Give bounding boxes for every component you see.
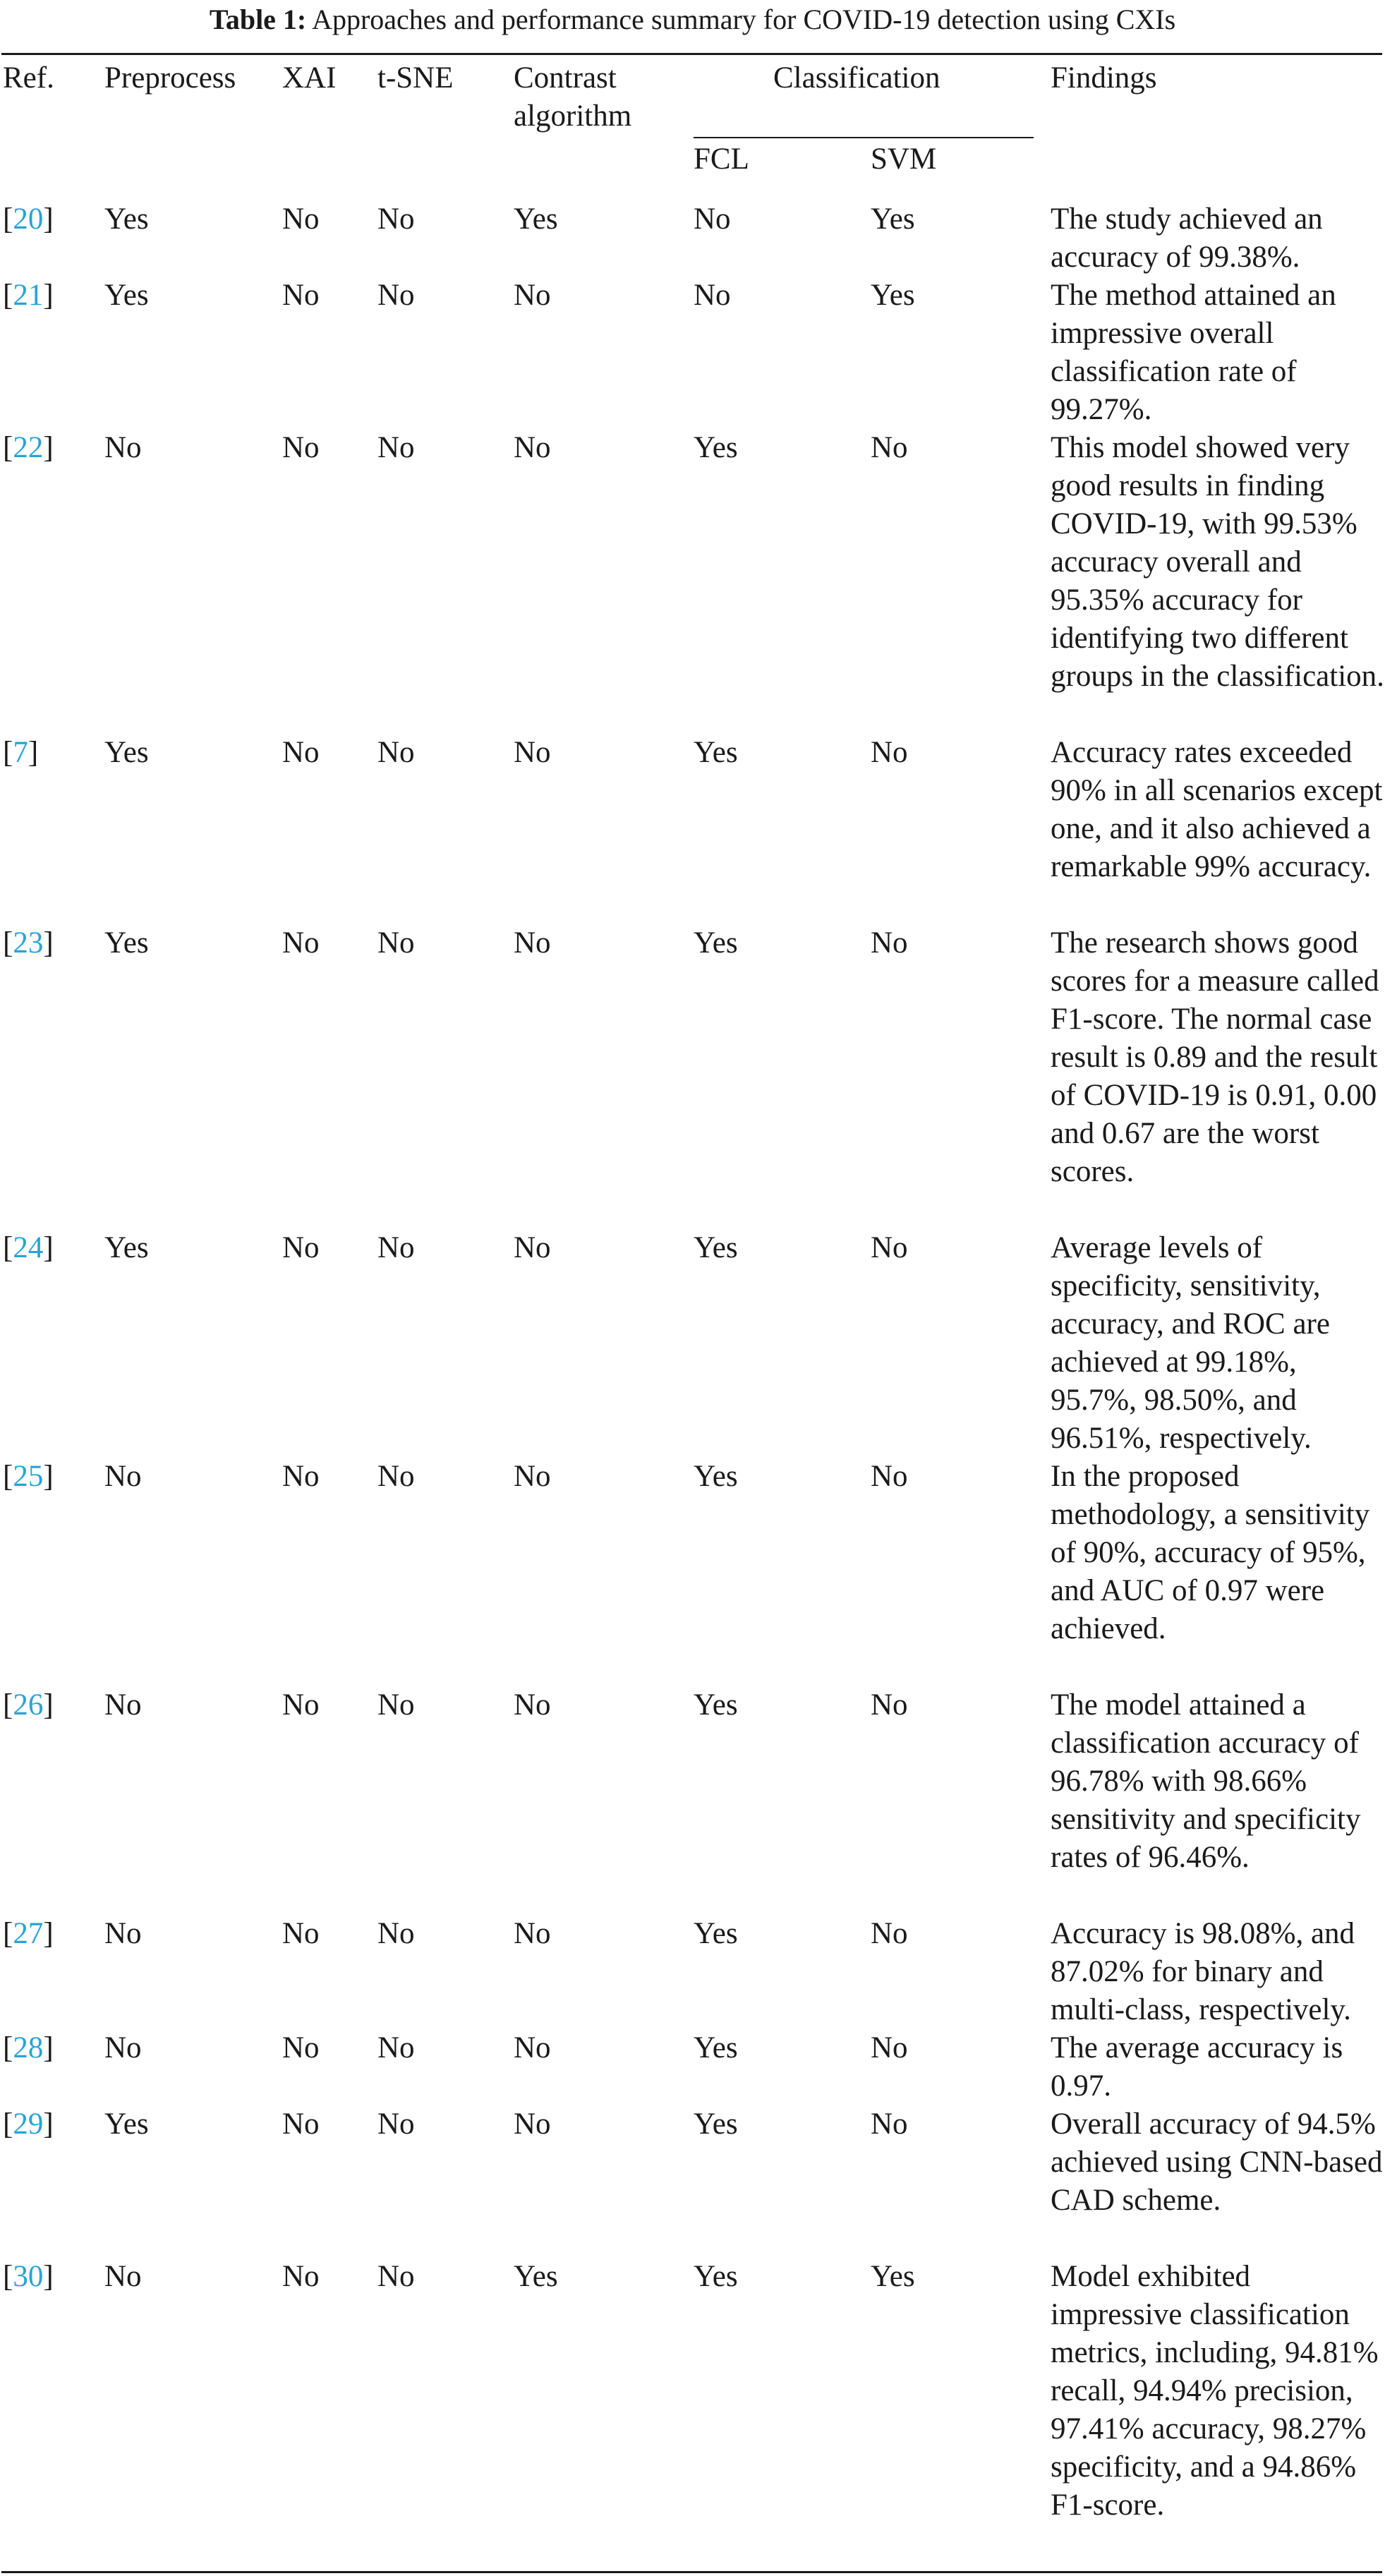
cell-contrast-algorithm: No [514, 2031, 551, 2064]
cell-contrast-algorithm: No [514, 279, 551, 312]
cell-findings: Model exhibited impressive classification metrics, including, 94.81% recall, 94.94% precision, 97.41% accuracy, 98.27% specificity, and a 94.86% F1-score. [1051, 2260, 1379, 2522]
cell-ref [3, 429, 54, 467]
cell-ref [3, 200, 54, 238]
ref-open-bracket: [ [3, 1688, 13, 1722]
citation-link[interactable]: 24 [13, 1231, 44, 1264]
cell-preprocess: No [104, 2260, 142, 2293]
cell-xai: No [282, 2260, 320, 2293]
ref-close-bracket: ] [43, 1688, 54, 1722]
cell-xai: No [282, 431, 320, 464]
cell-tsne: No [377, 1460, 415, 1493]
cell-contrast-algorithm: No [514, 926, 551, 960]
ref-open-bracket: [ [3, 279, 13, 312]
cell-preprocess: Yes [104, 1231, 149, 1264]
ref-open-bracket: [ [3, 1231, 13, 1264]
cell-xai: No [282, 1231, 320, 1264]
header-svm: SVM [871, 143, 937, 176]
cell-svm: No [871, 2031, 908, 2064]
cell-preprocess: No [104, 431, 142, 464]
cell-xai: No [282, 926, 320, 960]
citation-link[interactable]: 26 [13, 1688, 44, 1722]
ref-open-bracket: [ [3, 1460, 13, 1493]
cell-svm: No [871, 1231, 908, 1264]
cell-tsne: No [377, 926, 415, 960]
cell-svm: Yes [871, 202, 915, 236]
cell-findings: Overall accuracy of 94.5% achieved using CNN-based CAD scheme. [1051, 2108, 1383, 2217]
ref-close-bracket: ] [43, 2108, 54, 2141]
cell-contrast-algorithm: No [514, 1917, 551, 1950]
cell-contrast-algorithm: No [514, 736, 551, 769]
table-caption [0, 0, 1385, 37]
cell-findings: The average accuracy is 0.97. [1051, 2031, 1343, 2103]
cell-preprocess: Yes [104, 926, 149, 960]
ref-open-bracket: [ [3, 2031, 13, 2064]
header-classification: Classification [773, 61, 941, 95]
cell-findings: Average levels of specificity, sensitivity, accuracy, and ROC are achieved at 99.18%, 95.7%, 98.50%, and 96.51%, respectively. [1051, 1231, 1330, 1455]
cell-fcl: Yes [694, 2108, 738, 2141]
ref-open-bracket: [ [3, 1917, 13, 1950]
cell-tsne: No [377, 1917, 415, 1950]
cell-contrast-algorithm: Yes [514, 2260, 558, 2293]
cell-contrast-algorithm: No [514, 1231, 551, 1264]
ref-open-bracket: [ [3, 2108, 13, 2141]
ref-close-bracket: ] [43, 2031, 54, 2064]
cell-contrast-algorithm: No [514, 2108, 551, 2141]
cell-xai: No [282, 1917, 320, 1950]
cell-xai: No [282, 279, 320, 312]
cell-ref [3, 1915, 54, 1953]
header-preprocess: Preprocess [104, 61, 236, 95]
cell-svm: Yes [871, 279, 915, 312]
ref-close-bracket: ] [43, 279, 54, 312]
cell-contrast-algorithm: No [514, 1460, 551, 1493]
cell-fcl: Yes [694, 431, 738, 464]
cell-svm: No [871, 431, 908, 464]
cell-tsne: No [377, 1231, 415, 1264]
citation-link[interactable]: 23 [13, 926, 44, 960]
cell-tsne: No [377, 2031, 415, 2064]
cell-tsne: No [377, 431, 415, 464]
cell-svm: No [871, 736, 908, 769]
citation-link[interactable]: 30 [13, 2260, 44, 2293]
ref-open-bracket: [ [3, 202, 13, 236]
cell-findings: The research shows good scores for a measure called F1-score. The normal case result is 0.89 and the result of COVID-19 is 0.91, 0.00 and 0.67 are the worst scores. [1051, 926, 1379, 1188]
cell-ref [3, 734, 38, 772]
table-caption-label: Table 1: [209, 4, 307, 35]
ref-open-bracket: [ [3, 2260, 13, 2293]
citation-link[interactable]: 20 [13, 202, 44, 236]
cell-svm: No [871, 926, 908, 960]
cell-fcl: Yes [694, 2031, 738, 2064]
ref-close-bracket: ] [43, 431, 54, 464]
header-xai: XAI [282, 61, 337, 95]
cell-fcl: Yes [694, 1688, 738, 1722]
ref-open-bracket: [ [3, 736, 13, 769]
cell-preprocess: Yes [104, 202, 149, 236]
citation-link[interactable]: 7 [13, 736, 28, 769]
cell-fcl: Yes [694, 1917, 738, 1950]
table-caption-text: Approaches and performance summary for COVID-19 detection using CXIs [306, 4, 1176, 35]
cell-svm: No [871, 1460, 908, 1493]
cell-tsne: No [377, 1688, 415, 1722]
cell-ref [3, 1458, 54, 1496]
citation-link[interactable]: 25 [13, 1460, 44, 1493]
cell-preprocess: No [104, 1688, 142, 1722]
cell-tsne: No [377, 2108, 415, 2141]
header-fcl: FCL [694, 143, 749, 176]
cell-xai: No [282, 736, 320, 769]
citation-link[interactable]: 29 [13, 2108, 44, 2141]
cell-ref [3, 924, 54, 962]
cell-preprocess: No [104, 1460, 142, 1493]
cell-preprocess: No [104, 1917, 142, 1950]
cell-xai: No [282, 202, 320, 236]
cell-tsne: No [377, 279, 415, 312]
cell-findings: The method attained an impressive overall classification rate of 99.27%. [1051, 279, 1336, 426]
cell-fcl: Yes [694, 1231, 738, 1264]
cell-fcl: Yes [694, 1460, 738, 1493]
cell-tsne: No [377, 202, 415, 236]
cell-findings: The model attained a classification accuracy of 96.78% with 98.66% sensitivity and specificity rates of 96.46%. [1051, 1688, 1361, 1874]
cell-findings: This model showed very good results in finding COVID-19, with 99.53% accuracy overall and 95.35% accuracy for identifying two different groups in the classification. [1051, 431, 1384, 693]
cell-tsne: No [377, 2260, 415, 2293]
classification-subrule [694, 137, 1034, 138]
cell-findings: In the proposed methodology, a sensitivity of 90%, accuracy of 95%, and AUC of 0.97 were achieved. [1051, 1460, 1370, 1645]
cell-tsne: No [377, 736, 415, 769]
cell-fcl: No [694, 202, 731, 236]
ref-close-bracket: ] [43, 1917, 54, 1950]
header-tsne: t-SNE [377, 61, 454, 95]
cell-svm: No [871, 1688, 908, 1722]
cell-ref [3, 1686, 54, 1724]
table-top-rule [1, 53, 1382, 55]
cell-svm: No [871, 2108, 908, 2141]
cell-findings: The study achieved an accuracy of 99.38%. [1051, 202, 1323, 274]
cell-xai: No [282, 2031, 320, 2064]
cell-xai: No [282, 2108, 320, 2141]
header-ref: Ref. [3, 61, 54, 95]
cell-ref [3, 2258, 54, 2296]
ref-close-bracket: ] [43, 926, 54, 960]
ref-close-bracket: ] [43, 1231, 54, 1264]
ref-close-bracket: ] [43, 202, 54, 236]
table-bottom-rule [1, 2571, 1382, 2573]
ref-close-bracket: ] [43, 2260, 54, 2293]
cell-fcl: Yes [694, 2260, 738, 2293]
citation-link[interactable]: 21 [13, 279, 44, 312]
cell-fcl: Yes [694, 736, 738, 769]
cell-fcl: No [694, 279, 731, 312]
cell-findings: Accuracy is 98.08%, and 87.02% for binary and multi-class, respectively. [1051, 1917, 1355, 2026]
cell-ref [3, 1229, 54, 1267]
header-contrast-algorithm: Contrast algorithm [514, 61, 632, 133]
cell-ref [3, 2029, 54, 2067]
ref-close-bracket: ] [28, 736, 39, 769]
ref-open-bracket: [ [3, 431, 13, 464]
cell-preprocess: No [104, 2031, 142, 2064]
citation-link[interactable]: 27 [13, 1917, 44, 1950]
cell-preprocess: Yes [104, 736, 149, 769]
citation-link[interactable]: 28 [13, 2031, 44, 2064]
cell-findings: Accuracy rates exceeded 90% in all scenarios except one, and it also achieved a remarkable 99% accuracy. [1051, 736, 1383, 883]
cell-svm: Yes [871, 2260, 915, 2293]
citation-link[interactable]: 22 [13, 431, 44, 464]
header-findings: Findings [1051, 61, 1157, 95]
cell-preprocess: Yes [104, 279, 149, 312]
ref-open-bracket: [ [3, 926, 13, 960]
cell-ref [3, 2105, 54, 2143]
cell-preprocess: Yes [104, 2108, 149, 2141]
cell-svm: No [871, 1917, 908, 1950]
cell-contrast-algorithm: No [514, 431, 551, 464]
cell-fcl: Yes [694, 926, 738, 960]
cell-ref [3, 277, 54, 315]
ref-close-bracket: ] [43, 1460, 54, 1493]
cell-xai: No [282, 1460, 320, 1493]
cell-contrast-algorithm: No [514, 1688, 551, 1722]
cell-contrast-algorithm: Yes [514, 202, 558, 236]
cell-xai: No [282, 1688, 320, 1722]
